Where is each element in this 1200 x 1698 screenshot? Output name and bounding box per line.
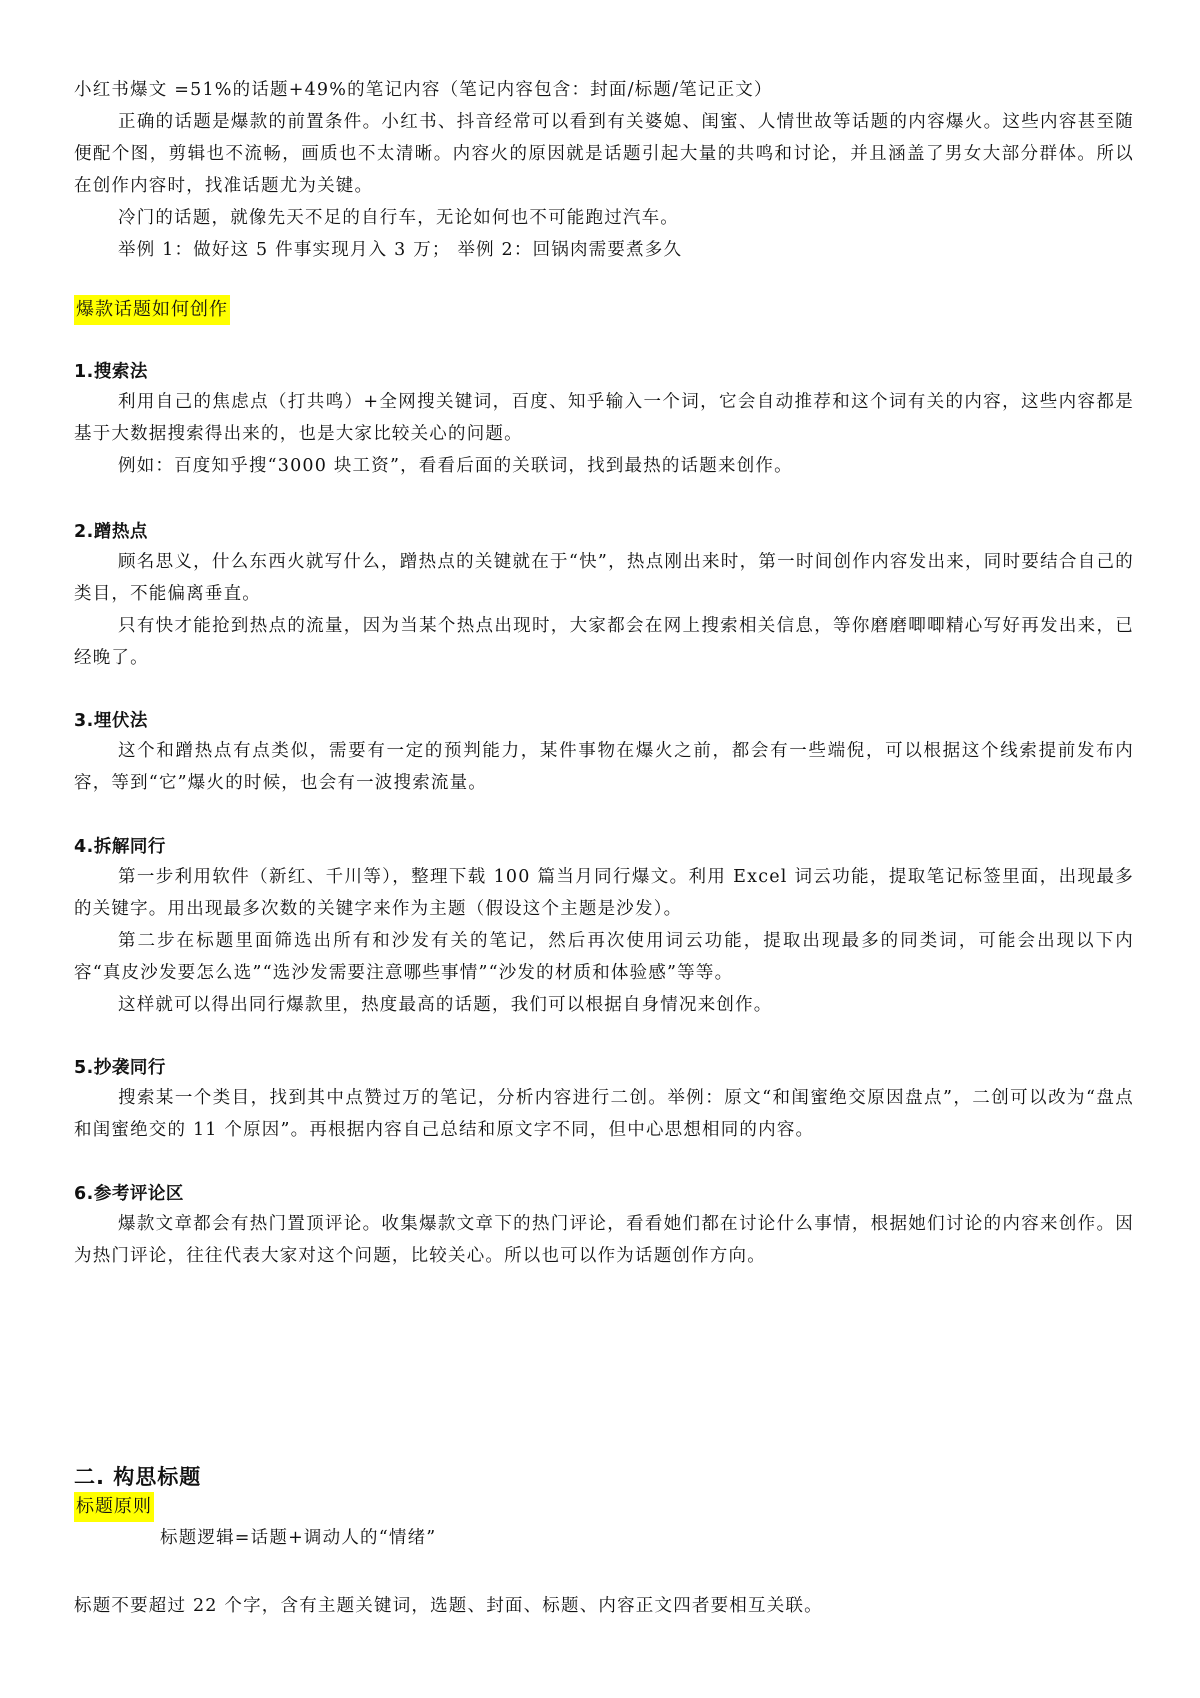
intro-examples: 举例 1：做好这 5 件事实现月入 3 万； 举例 2：回锅肉需要煮多久 — [118, 240, 683, 260]
method-paragraph: 顾名思义，什么东西火就写什么，蹭热点的关键就在于“快”，热点刚出来时，第一时间创作内容发出来，同时要结合自己的类目，不能偏离垂直。 — [74, 552, 1134, 604]
method-section — [74, 518, 1134, 674]
method-section — [74, 833, 1134, 1021]
part2-highlight-label: 标题原则 — [74, 1492, 154, 1522]
title-rule: 标题不要超过 22 个字，含有主题关键词，选题、封面、标题、内容正文四者要相互关联。 — [74, 1596, 823, 1616]
method-paragraph: 爆款文章都会有热门置顶评论。收集爆款文章下的热门评论，看看她们都在讨论什么事情，根据她们讨论的内容来创作。因为热门评论，往往代表大家对这个问题，比较关心。所以也可以作为话题创作方向。 — [74, 1214, 1134, 1266]
method-title: 4.拆解同行 — [74, 837, 166, 857]
part2-section — [74, 1462, 1134, 1554]
method-paragraph: 利用自己的焦虑点（打共鸣）+全网搜关键词，百度、知乎输入一个词，它会自动推荐和这个词有关的内容，这些内容都是基于大数据搜索得出来的，也是大家比较关心的问题。 — [74, 392, 1134, 444]
method-title: 6.参考评论区 — [74, 1184, 184, 1204]
method-title: 2.蹭热点 — [74, 522, 148, 542]
method-paragraph: 搜索某一个类目，找到其中点赞过万的笔记，分析内容进行二创。举例：原文“和闺蜜绝交原因盘点”，二创可以改为“盘点和闺蜜绝交的 11 个原因”。再根据内容自己总结和原文字不同，但中心思想相同的内容。 — [74, 1088, 1134, 1140]
method-paragraph: 第一步利用软件（新红、千川等），整理下载 100 篇当月同行爆文。利用 Excel 词云功能，提取笔记标签里面，出现最多的关键字。用出现最多次数的关键字来作为主题（假设这个主题是沙发）。 — [74, 867, 1134, 919]
method-section — [74, 358, 1134, 482]
intro-paragraph: 冷门的话题，就像先天不足的自行车，无论如何也不可能跑过汽车。 — [118, 208, 679, 228]
title-logic: 标题逻辑=话题+调动人的“情绪” — [160, 1528, 437, 1548]
method-paragraph: 这个和蹭热点有点类似，需要有一定的预判能力，某件事物在爆火之前，都会有一些端倪，可以根据这个线索提前发布内容，等到“它”爆火的时候，也会有一波搜索流量。 — [74, 741, 1134, 793]
title-rule-block — [74, 1590, 1134, 1622]
method-title: 1.搜索法 — [74, 362, 148, 382]
method-section — [74, 1180, 1134, 1272]
highlight-label: 爆款话题如何创作 — [74, 295, 230, 325]
intro-section — [74, 74, 1134, 266]
intro-paragraph: 正确的话题是爆款的前置条件。小红书、抖音经常可以看到有关婆媳、闺蜜、人情世故等话题的内容爆火。这些内容甚至随便配个图，剪辑也不流畅，画质也不太清晰。内容火的原因就是话题引起大量的共鸣和讨论，并且涵盖了男女大部分群体。所以在创作内容时，找准话题尤为关键。 — [74, 112, 1134, 196]
method-section — [74, 1054, 1134, 1146]
method-paragraph: 这样就可以得出同行爆款里，热度最高的话题，我们可以根据自身情况来创作。 — [118, 995, 773, 1015]
part2-heading: 二. 构思标题 — [74, 1465, 202, 1489]
intro-formula: 小红书爆文 =51%的话题+49%的笔记内容（笔记内容包含：封面/标题/笔记正文） — [74, 80, 773, 100]
method-section — [74, 707, 1134, 799]
method-paragraph: 例如：百度知乎搜“3000 块工资”，看看后面的关联词，找到最热的话题来创作。 — [118, 456, 793, 476]
method-title: 3.埋伏法 — [74, 711, 148, 731]
method-paragraph: 第二步在标题里面筛选出所有和沙发有关的笔记，然后再次使用词云功能，提取出现最多的同类词，可能会出现以下内容“真皮沙发要怎么选”“选沙发需要注意哪些事情”“沙发的材质和体验感”等等。 — [74, 931, 1134, 983]
method-paragraph: 只有快才能抢到热点的流量，因为当某个热点出现时，大家都会在网上搜索相关信息，等你磨磨唧唧精心写好再发出来，已经晚了。 — [74, 616, 1134, 668]
method-title: 5.抄袭同行 — [74, 1058, 166, 1078]
section-heading-highlight — [74, 295, 1134, 325]
